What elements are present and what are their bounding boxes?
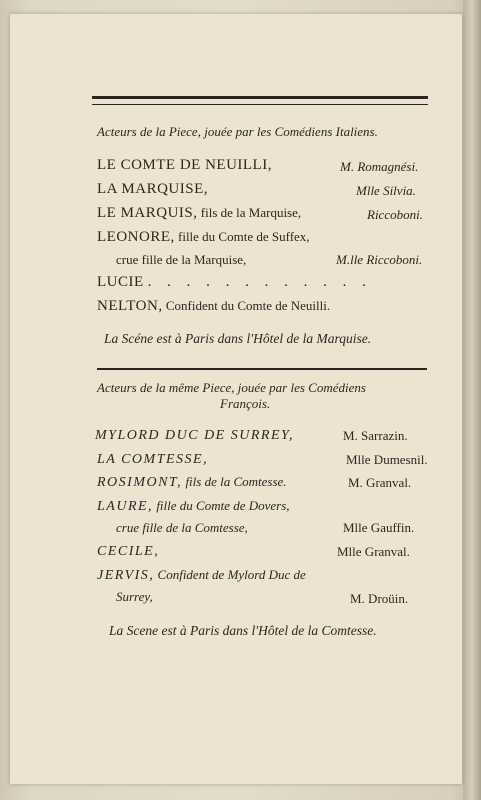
character-desc: fille du Comte de Dovers, (153, 498, 290, 513)
actor-name: M. Sarrazin. (343, 428, 408, 443)
character-desc-continued: crue fille de la Comtesse, (116, 520, 248, 535)
character-desc: fils de la Marquise, (197, 205, 302, 220)
character-desc: Confident de Mylord Duc de (154, 567, 306, 582)
character-desc: fille du Comte de Suffex, (174, 229, 310, 244)
character-name: MYLORD DUC DE SURREY, (95, 428, 294, 443)
character-desc-continued: crue fille de la Marquise, (116, 252, 247, 267)
actor-name: M. Romagnési. (340, 159, 419, 174)
italiens-header: Acteurs de la Piece, jouée par les Comédiens Italiens. (97, 124, 378, 139)
section-divider (97, 368, 427, 370)
character-name: LAURE, (97, 499, 154, 514)
character-name: LEONORE, (97, 229, 175, 245)
francois-header-line1: Acteurs de la même Piece, jouée par les Comédiens (97, 380, 366, 395)
cast-row (97, 473, 287, 491)
cast-row (97, 450, 208, 468)
cast-row (97, 204, 301, 222)
character-desc-continued: Surrey, (116, 589, 153, 604)
character-desc: Confident du Comte de Neuilli. (162, 298, 331, 313)
actor-name: Mlle Dumesnil. (346, 452, 428, 467)
actor-name: M. Granval. (348, 475, 412, 490)
actor-name: Mlle Gauffin. (343, 520, 415, 535)
character-name: JERVIS, (97, 568, 155, 583)
cast-row (97, 566, 306, 584)
cast-row (95, 426, 294, 444)
cast-row (97, 497, 290, 515)
character-name: NELTON, (97, 298, 163, 314)
cast-row (97, 228, 310, 246)
cast-row (97, 273, 372, 291)
cast-row (97, 542, 159, 560)
character-name: ROSIMONT, (97, 475, 183, 490)
actor-name: Mlle Granval. (337, 544, 410, 559)
book-spine-edge (463, 0, 481, 800)
scene-note: La Scéne est à Paris dans l'Hôtel de la Marquise. (104, 331, 372, 346)
character-name: LA COMTESSE, (97, 452, 209, 467)
actor-name: M. Droüin. (350, 591, 409, 606)
actor-name: Riccoboni. (367, 207, 423, 222)
character-name: CECILE, (97, 544, 160, 559)
scene-note: La Scene est à Paris dans l'Hôtel de la Comtesse. (109, 623, 377, 638)
character-desc: fils de la Comtesse. (182, 474, 287, 489)
top-double-rule (92, 96, 428, 105)
cast-row (97, 297, 330, 315)
actor-name: Mlle Silvia. (356, 183, 416, 198)
character-name: LE MARQUIS, (97, 205, 198, 221)
francois-header-line2: François. (220, 396, 271, 411)
cast-row (97, 156, 272, 174)
character-name: LUCIE (97, 274, 144, 290)
character-name: LA MARQUISE, (97, 181, 209, 197)
leader-dots: . . . . . . . . . . . . (147, 274, 372, 290)
character-name: LE COMTE DE NEUILLI, (97, 157, 272, 173)
cast-row (97, 180, 208, 198)
actor-name: M.lle Riccoboni. (336, 252, 423, 267)
